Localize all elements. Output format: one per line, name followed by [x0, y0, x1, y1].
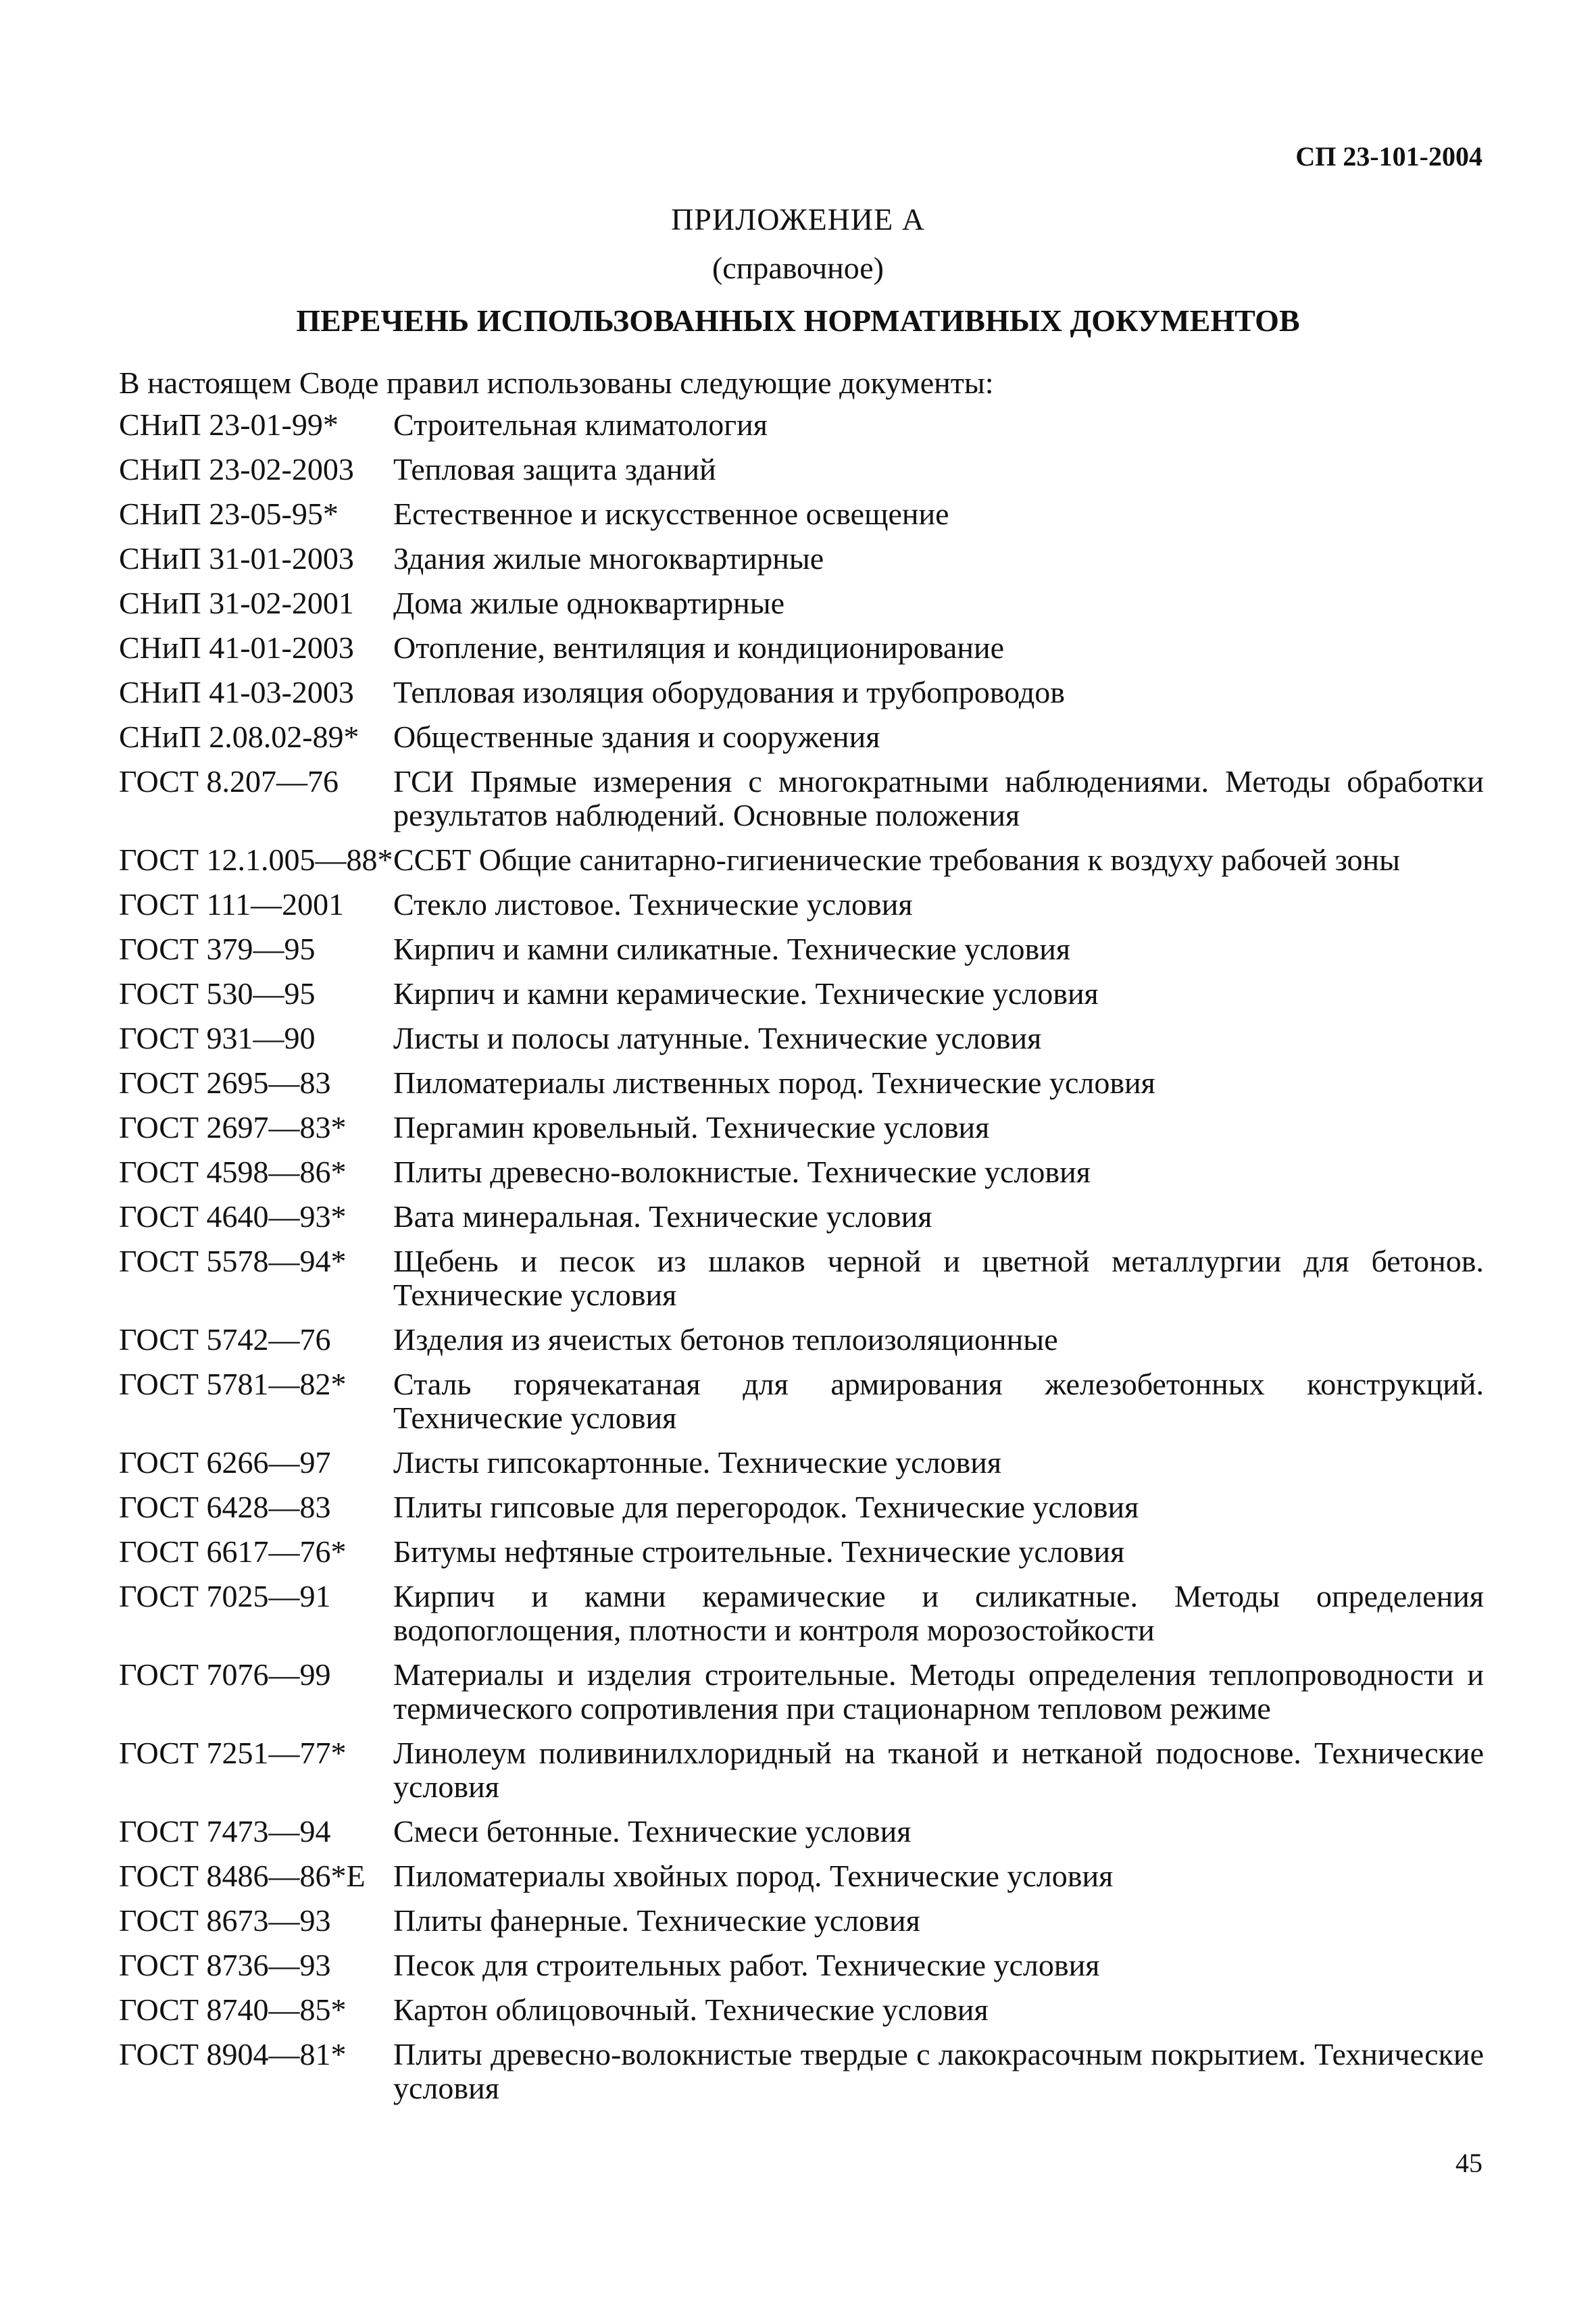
reference-code: ГОСТ 7251—77*	[119, 1736, 347, 1770]
page-number: 45	[1455, 2148, 1482, 2178]
reference-code: ГОСТ 7076—99	[119, 1657, 331, 1692]
reference-row	[119, 2038, 1484, 2105]
reference-code: ГОСТ 379—95	[119, 932, 316, 966]
reference-code: ГОСТ 2695—83	[119, 1065, 331, 1100]
reference-code: СНиП 2.08.02-89*	[119, 720, 359, 754]
reference-row	[119, 888, 1484, 922]
reference-row	[119, 542, 1484, 576]
reference-row	[119, 1155, 1484, 1189]
reference-code: ГОСТ 6428—83	[119, 1490, 331, 1524]
reference-row	[119, 586, 1484, 620]
reference-title: Линолеум поливинилхлоридный на тканой и нетканой подоснове. Технические условия	[393, 1736, 1484, 1804]
reference-code: ГОСТ 8740—85*	[119, 1992, 347, 2027]
reference-row	[119, 497, 1484, 531]
reference-row	[119, 1490, 1484, 1524]
reference-row	[119, 676, 1484, 709]
appendix-title: ПРИЛОЖЕНИЕ А	[671, 202, 925, 236]
reference-code: ГОСТ 7473—94	[119, 1814, 331, 1848]
reference-code: ГОСТ 931—90	[119, 1021, 316, 1055]
reference-code: ГОСТ 12.1.005—88*	[119, 842, 393, 877]
reference-title: Изделия из ячеистых бетонов теплоизоляционные	[393, 1322, 1058, 1357]
reference-code: СНиП 31-01-2003	[119, 541, 354, 576]
reference-title: Пергамин кровельный. Технические условия	[393, 1110, 990, 1145]
appendix-note: (справочное)	[712, 251, 884, 285]
reference-row	[119, 1993, 1484, 2027]
reference-title: Тепловая защита зданий	[393, 452, 716, 486]
reference-row	[119, 1244, 1484, 1312]
reference-code: ГОСТ 6266—97	[119, 1445, 331, 1480]
reference-row	[119, 1022, 1484, 1055]
reference-code: ГОСТ 5578—94*	[119, 1244, 347, 1278]
reference-title: Кирпич и камни силикатные. Технические условия	[393, 932, 1070, 966]
reference-title: Плиты фанерные. Технические условия	[393, 1903, 920, 1938]
reference-row	[119, 1580, 1484, 1647]
reference-title: Кирпич и камни керамические и силикатные. Методы определения водопоглощения, плотности и контроля морозостойкости	[393, 1579, 1484, 1647]
reference-title: Стекло листовое. Технические условия	[393, 887, 913, 922]
reference-title: Щебень и песок из шлаков черной и цветной металлургии для бетонов. Технические условия	[393, 1244, 1484, 1312]
reference-row	[119, 631, 1484, 665]
reference-row	[119, 1658, 1484, 1726]
reference-title: Листы и полосы латунные. Технические условия	[393, 1021, 1042, 1055]
reference-code: ГОСТ 8486—86*Е	[119, 1859, 366, 1893]
appendix-heading: ПЕРЕЧЕНЬ ИСПОЛЬЗОВАННЫХ НОРМАТИВНЫХ ДОКУМЕНТОВ	[296, 303, 1300, 338]
intro-text: В настоящем Своде правил использованы следующие документы:	[119, 366, 994, 400]
reference-title: Смеси бетонные. Технические условия	[393, 1814, 912, 1848]
reference-title: Плиты гипсовые для перегородок. Технические условия	[393, 1490, 1139, 1524]
reference-code: СНиП 41-03-2003	[119, 675, 354, 709]
document-code: СП 23-101-2004	[1295, 141, 1482, 172]
reference-title: Здания жилые многоквартирные	[393, 541, 824, 576]
reference-code: ГОСТ 8904—81*	[119, 2037, 347, 2071]
reference-row	[119, 720, 1484, 754]
reference-code: ГОСТ 8673—93	[119, 1903, 331, 1938]
reference-row	[119, 1815, 1484, 1848]
reference-title: Битумы нефтяные строительные. Технические условия	[393, 1534, 1125, 1569]
reference-row	[119, 1904, 1484, 1938]
reference-title: Вата минеральная. Технические условия	[393, 1199, 932, 1234]
reference-code: СНиП 23-01-99*	[119, 407, 339, 442]
reference-row	[119, 1066, 1484, 1100]
reference-title: Пиломатериалы лиственных пород. Технические условия	[393, 1065, 1155, 1100]
reference-title: Тепловая изоляция оборудования и трубопроводов	[393, 675, 1065, 709]
reference-title: Естественное и искусственное освещение	[393, 497, 949, 531]
reference-title: Плиты древесно-волокнистые твердые с лакокрасочным покрытием. Технические условия	[393, 2037, 1484, 2105]
reference-title: Сталь горячекатаная для армирования железобетонных конструкций. Технические условия	[393, 1367, 1484, 1435]
reference-code: ГОСТ 111—2001	[119, 887, 345, 922]
reference-code: СНиП 23-02-2003	[119, 452, 354, 486]
reference-title: Строительная климатология	[393, 407, 768, 442]
reference-code: ГОСТ 2697—83*	[119, 1110, 347, 1145]
reference-title: Отопление, вентиляция и кондиционирование	[393, 630, 1004, 665]
reference-title: Картон облицовочный. Технические условия	[393, 1992, 989, 2027]
reference-row	[119, 1446, 1484, 1480]
reference-code: ГОСТ 5781—82*	[119, 1367, 347, 1401]
reference-code: СНиП 31-02-2001	[119, 586, 354, 620]
reference-row	[119, 932, 1484, 966]
reference-code: ГОСТ 7025—91	[119, 1579, 331, 1613]
reference-row	[119, 408, 1484, 442]
reference-code: ГОСТ 4640—93*	[119, 1199, 347, 1234]
reference-list	[119, 408, 1484, 2116]
reference-row	[119, 1859, 1484, 1893]
reference-title: Листы гипсокартонные. Технические условия	[393, 1445, 1002, 1480]
reference-code: ГОСТ 5742—76	[119, 1322, 331, 1357]
reference-title: Плиты древесно-волокнистые. Технические условия	[393, 1155, 1091, 1189]
reference-code: ГОСТ 8736—93	[119, 1948, 331, 1982]
reference-row	[119, 1367, 1484, 1435]
reference-row	[119, 1736, 1484, 1804]
reference-row	[119, 843, 1484, 877]
reference-code: ГОСТ 8.207—76	[119, 764, 339, 799]
reference-code: ГОСТ 530—95	[119, 976, 316, 1011]
reference-row	[119, 453, 1484, 486]
reference-row	[119, 1200, 1484, 1234]
reference-row	[119, 1111, 1484, 1145]
reference-code: ГОСТ 6617—76*	[119, 1534, 347, 1569]
reference-title: Кирпич и камни керамические. Технические условия	[393, 976, 1099, 1011]
reference-title: Дома жилые одноквартирные	[393, 586, 785, 620]
reference-code: ГОСТ 4598—86*	[119, 1155, 347, 1189]
reference-row	[119, 1948, 1484, 1982]
reference-code: СНиП 41-01-2003	[119, 630, 354, 665]
reference-row	[119, 977, 1484, 1011]
reference-code: СНиП 23-05-95*	[119, 497, 339, 531]
reference-row	[119, 1323, 1484, 1357]
reference-title: Общественные здания и сооружения	[393, 720, 880, 754]
reference-title: ССБТ Общие санитарно-гигиенические требования к воздуху рабочей зоны	[393, 842, 1400, 877]
reference-row	[119, 765, 1484, 832]
reference-title: Материалы и изделия строительные. Методы определения теплопроводности и термического сопротивления при стационарном тепловом режиме	[393, 1657, 1484, 1726]
reference-title: Пиломатериалы хвойных пород. Технические условия	[393, 1859, 1114, 1893]
reference-title: ГСИ Прямые измерения с многократными наблюдениями. Методы обработки результатов наблюдений. Основные положения	[393, 764, 1484, 832]
reference-row	[119, 1535, 1484, 1569]
reference-title: Песок для строительных работ. Технические условия	[393, 1948, 1100, 1982]
